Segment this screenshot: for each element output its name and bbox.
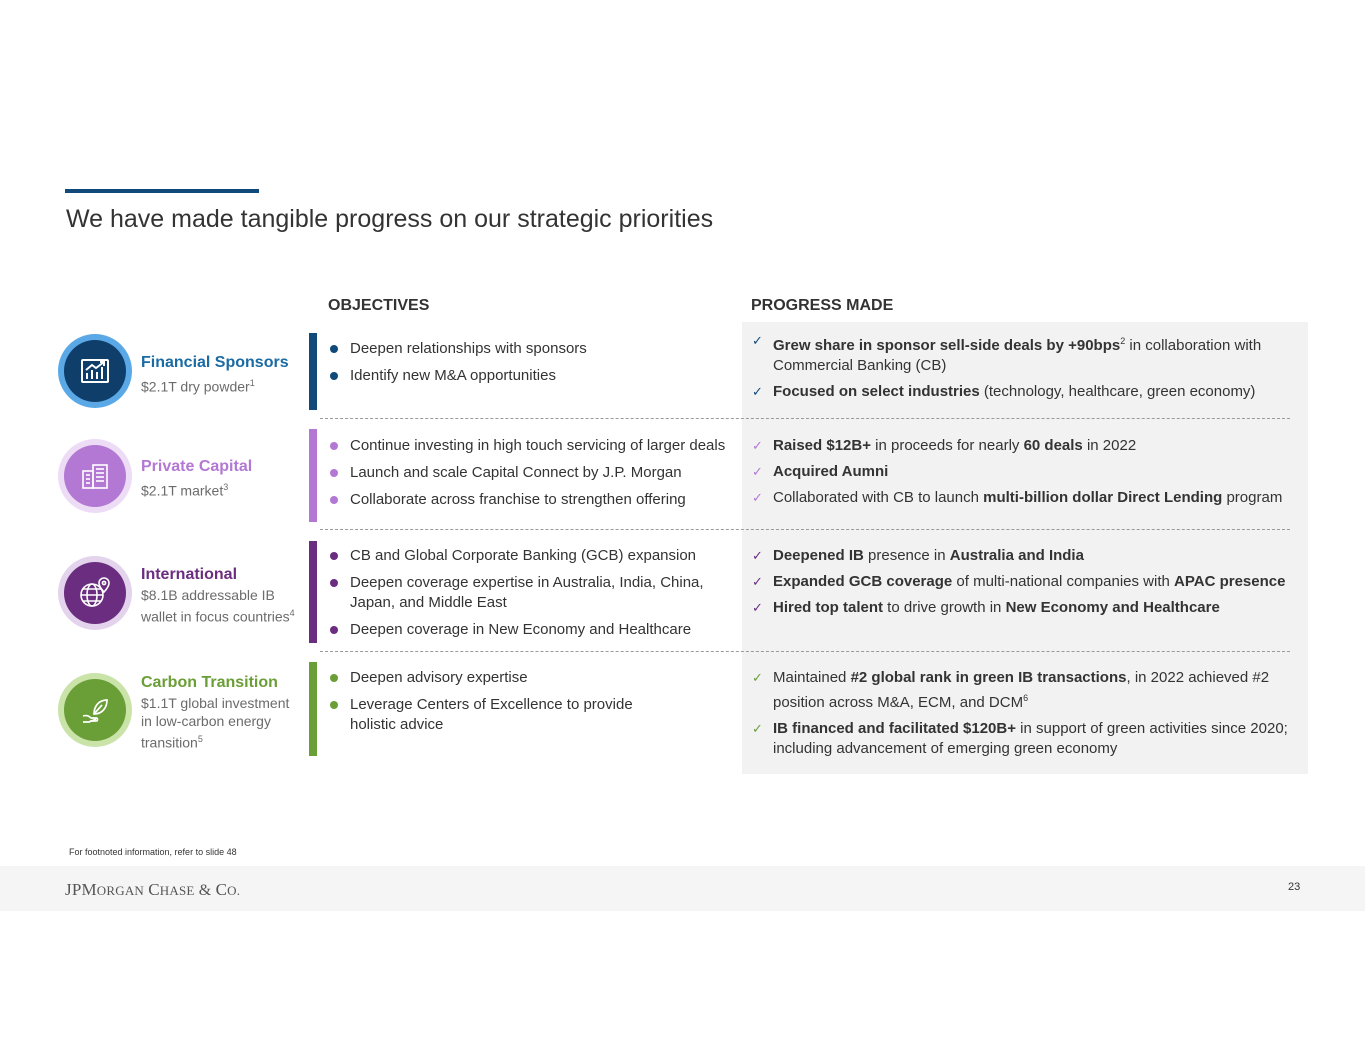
objective-item [330, 463, 740, 483]
progress-text: IB financed and facilitated $120B+ in support of green activities since 2020; including advancement of emerging green economy [773, 720, 1288, 757]
objective-item [330, 695, 650, 735]
international-icon-circle [58, 556, 132, 630]
bullet-dot-icon [330, 701, 338, 709]
objectives-list [330, 668, 650, 742]
buildings-icon [78, 459, 112, 493]
progress-header: PROGRESS MADE [751, 297, 894, 314]
leaf-hand-icon [79, 694, 111, 726]
category-description: $2.1T market$^3$ [141, 482, 229, 499]
progress-item [752, 668, 1304, 713]
objective-text: Identify new M&A opportunities [350, 367, 556, 384]
page-number: 23 [1288, 881, 1301, 893]
check-icon: ✓ [752, 574, 763, 589]
objective-text: CB and Global Corporate Banking (GCB) expansion [350, 547, 697, 564]
progress-item [752, 572, 1304, 592]
category-name: Private Capital [141, 458, 253, 475]
page-title: We have made tangible progress on our strategic priorities [66, 205, 714, 233]
category-name: International [141, 566, 238, 583]
chart-growth-icon [78, 354, 112, 388]
objective-text: Deepen coverage in New Economy and Healthcare [350, 621, 692, 638]
progress-list [752, 436, 1304, 514]
progress-list [752, 546, 1304, 624]
bullet-dot-icon [330, 442, 338, 450]
sponsors-bar [309, 333, 317, 410]
check-icon: ✓ [752, 548, 763, 563]
objective-item [330, 339, 740, 359]
progress-text: Acquired Aumni [773, 463, 889, 480]
objective-text: Deepen advisory expertise [350, 669, 528, 686]
progress-text: Grew share in sponsor sell-side deals by +90bps$^2$ in collaboration with Commercial Banking (CB) [773, 336, 1262, 374]
objective-item [330, 546, 740, 566]
sponsors-icon-circle [58, 334, 132, 408]
category-name: Financial Sponsors [141, 354, 289, 371]
progress-item [752, 436, 1304, 456]
globe-pin-icon [77, 575, 113, 611]
progress-item [752, 598, 1304, 618]
progress-text: Raised $12B+ in proceeds for nearly 60 deals in 2022 [773, 437, 1137, 454]
bullet-dot-icon [330, 626, 338, 634]
progress-item [752, 331, 1304, 376]
progress-text: Collaborated with CB to launch multi-billion dollar Direct Lending program [773, 489, 1283, 506]
progress-item [752, 719, 1304, 759]
objective-item [330, 668, 650, 688]
bullet-dot-icon [330, 372, 338, 380]
progress-item [752, 462, 1304, 482]
bullet-dot-icon [330, 496, 338, 504]
objective-item [330, 490, 740, 510]
progress-item [752, 546, 1304, 566]
objective-item [330, 620, 740, 640]
objectives-list [330, 436, 740, 517]
objective-item [330, 436, 740, 456]
progress-text: Expanded GCB coverage of multi-national companies with APAC presence [773, 573, 1286, 590]
objective-text: Deepen relationships with sponsors [350, 340, 587, 357]
carbon-icon-circle [58, 673, 132, 747]
objectives-list [330, 339, 740, 393]
row-divider [320, 651, 1290, 652]
check-icon: ✓ [752, 438, 763, 453]
check-icon: ✓ [752, 600, 763, 615]
title-accent-bar [65, 189, 259, 193]
progress-list [752, 668, 1304, 765]
category-description: $2.1T dry powder$^1$ [141, 378, 255, 395]
progress-item [752, 488, 1304, 508]
objective-item [330, 366, 740, 386]
company-logo: JPMORGAN CHASE & CO. [65, 880, 241, 899]
objectives-list [330, 546, 740, 647]
objective-text: Collaborate across franchise to strengthen offering [350, 491, 686, 508]
carbon-bar [309, 662, 317, 756]
row-divider [320, 418, 1290, 419]
bullet-dot-icon [330, 674, 338, 682]
progress-text: Hired top talent to drive growth in New Economy and Healthcare [773, 599, 1220, 616]
objective-text: Leverage Centers of Excellence to provide holistic advice [350, 696, 633, 733]
objective-text: Launch and scale Capital Connect by J.P. Morgan [350, 464, 682, 481]
bullet-dot-icon [330, 469, 338, 477]
check-icon: ✓ [752, 384, 763, 399]
progress-text: Maintained #2 global rank in green IB transactions, in 2022 achieved #2 position across M&A, ECM, and DCM$^6$ [773, 669, 1270, 711]
objective-item [330, 573, 740, 613]
objective-text: Deepen coverage expertise in Australia, India, China, Japan, and Middle East [350, 574, 704, 611]
international-bar [309, 541, 317, 643]
objective-text: Continue investing in high touch servicing of larger deals [350, 437, 726, 454]
progress-list [752, 331, 1304, 408]
check-icon: ✓ [752, 490, 763, 505]
check-icon: ✓ [752, 721, 763, 736]
footnote: For footnoted information, refer to slide 48 [69, 847, 237, 857]
objectives-header: OBJECTIVES [328, 297, 430, 314]
category-description: $1.1T global investment in low-carbon energy transition$^5$ [141, 695, 290, 751]
progress-text: Focused on select industries (technology, healthcare, green economy) [773, 383, 1256, 400]
bullet-dot-icon [330, 579, 338, 587]
check-icon: ✓ [752, 670, 763, 685]
check-icon: ✓ [752, 333, 763, 348]
category-description: $8.1B addressable IB wallet in focus countries$^4$ [141, 587, 295, 625]
check-icon: ✓ [752, 464, 763, 479]
bullet-dot-icon [330, 552, 338, 560]
private-bar [309, 429, 317, 522]
private-icon-circle [58, 439, 132, 513]
progress-text: Deepened IB presence in Australia and India [773, 547, 1084, 564]
bullet-dot-icon [330, 345, 338, 353]
category-name: Carbon Transition [141, 674, 278, 691]
row-divider [320, 529, 1290, 530]
progress-item [752, 382, 1304, 402]
